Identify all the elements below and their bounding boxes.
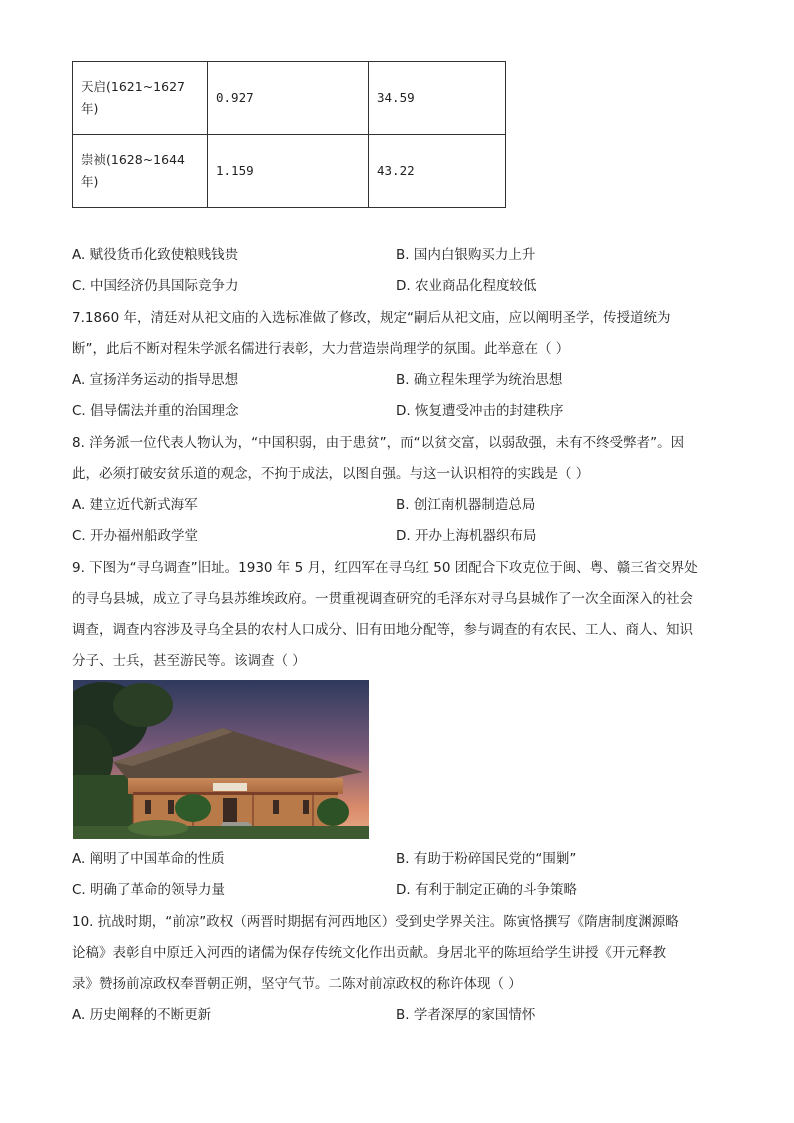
q8-option-d: D. 开办上海机器织布局 xyxy=(396,528,537,544)
table-cell-value: 1.159 xyxy=(208,135,369,208)
q8-option-b: B. 创江南机器制造总局 xyxy=(396,497,536,513)
q9-option-d: D. 有利于制定正确的斗争策略 xyxy=(396,882,577,898)
period-text: 年) xyxy=(81,174,99,189)
q10-stem-line: 录》赞扬前凉政权奉晋朝正朔，坚守气节。二陈对前凉政权的称许体现（ ） xyxy=(72,976,522,992)
table-cell-value: 0.927 xyxy=(208,62,369,135)
q10-option-b: B. 学者深厚的家国情怀 xyxy=(396,1007,536,1023)
q7-option-a: A. 宣扬洋务运动的指导思想 xyxy=(72,372,239,388)
q9-option-a: A. 阐明了中国革命的性质 xyxy=(72,851,225,867)
q9-stem-line: 的寻乌县城，成立了寻乌县苏维埃政府。一贯重视调查研究的毛泽东对寻乌县城作了一次全面深入的社会 xyxy=(72,591,693,607)
data-table xyxy=(72,61,506,208)
table-cell-period xyxy=(73,62,208,135)
q7-stem-line: 7.1860 年，清廷对从祀文庙的入选标准做了修改，规定“嗣后从祀文庙，应以阐明圣学，传授道统为 xyxy=(72,310,671,326)
table-cell-value: 43.22 xyxy=(369,135,506,208)
table-row xyxy=(73,135,506,208)
q8-stem-line: 此，必须打破安贫乐道的观念，不拘于成法，以图自强。与这一认识相符的实践是（ ） xyxy=(72,466,590,482)
q6-option-d: D. 农业商品化程度较低 xyxy=(396,278,537,294)
q8-option-a: A. 建立近代新式海军 xyxy=(72,497,198,513)
period-text: 天启(1621~1627 xyxy=(81,79,185,94)
q9-option-b: B. 有助于粉碎国民党的“围剿” xyxy=(396,851,577,867)
q10-stem-line: 论稿》表彰自中原迁入河西的诸儒为保存传统文化作出贡献。身居北平的陈垣给学生讲授《开元释教 xyxy=(72,945,666,961)
q7-stem-line: 断”，此后不断对程朱学派名儒进行表彰，大力营造崇尚理学的氛围。此举意在（ ） xyxy=(72,341,570,357)
q10-option-a: A. 历史阐释的不断更新 xyxy=(72,1007,212,1023)
q6-option-a: A. 赋役货币化致使粮贱钱贵 xyxy=(72,247,239,263)
q6-option-c: C. 中国经济仍具国际竞争力 xyxy=(72,278,239,294)
table-cell-value: 34.59 xyxy=(369,62,506,135)
q8-stem-line: 8. 洋务派一位代表人物认为，“中国积弱，由于患贫”，而“以贫交富，以弱敌强，未有不终受弊者”。因 xyxy=(72,435,685,451)
q9-option-c: C. 明确了革命的领导力量 xyxy=(72,882,226,898)
q10-stem-line: 10. 抗战时期，“前凉”政权（两晋时期据有河西地区）受到史学界关注。陈寅恪撰写《隋唐制度渊源略 xyxy=(72,914,679,930)
period-text: 年) xyxy=(81,101,99,116)
table-cell-period xyxy=(73,135,208,208)
q9-stem-line: 9. 下图为“寻乌调查”旧址。1930 年 5 月，红四军在寻乌红 50 团配合下攻克位于闽、粤、赣三省交界处 xyxy=(72,560,698,576)
q7-option-d: D. 恢复遭受冲击的封建秩序 xyxy=(396,403,564,419)
q8-option-c: C. 开办福州船政学堂 xyxy=(72,528,199,544)
q9-stem-line: 分子、士兵，甚至游民等。该调查（ ） xyxy=(72,653,306,669)
q7-option-b: B. 确立程朱理学为统治思想 xyxy=(396,372,563,388)
xunwu-survey-site-photo xyxy=(73,680,369,839)
q9-stem-line: 调查，调查内容涉及寻乌全县的农村人口成分、旧有田地分配等，参与调查的有农民、工人、商人、知识 xyxy=(72,622,693,638)
period-text: 崇祯(1628~1644 xyxy=(81,152,185,167)
q7-option-c: C. 倡导儒法并重的治国理念 xyxy=(72,403,239,419)
table-row xyxy=(73,62,506,135)
q6-option-b: B. 国内白银购买力上升 xyxy=(396,247,536,263)
